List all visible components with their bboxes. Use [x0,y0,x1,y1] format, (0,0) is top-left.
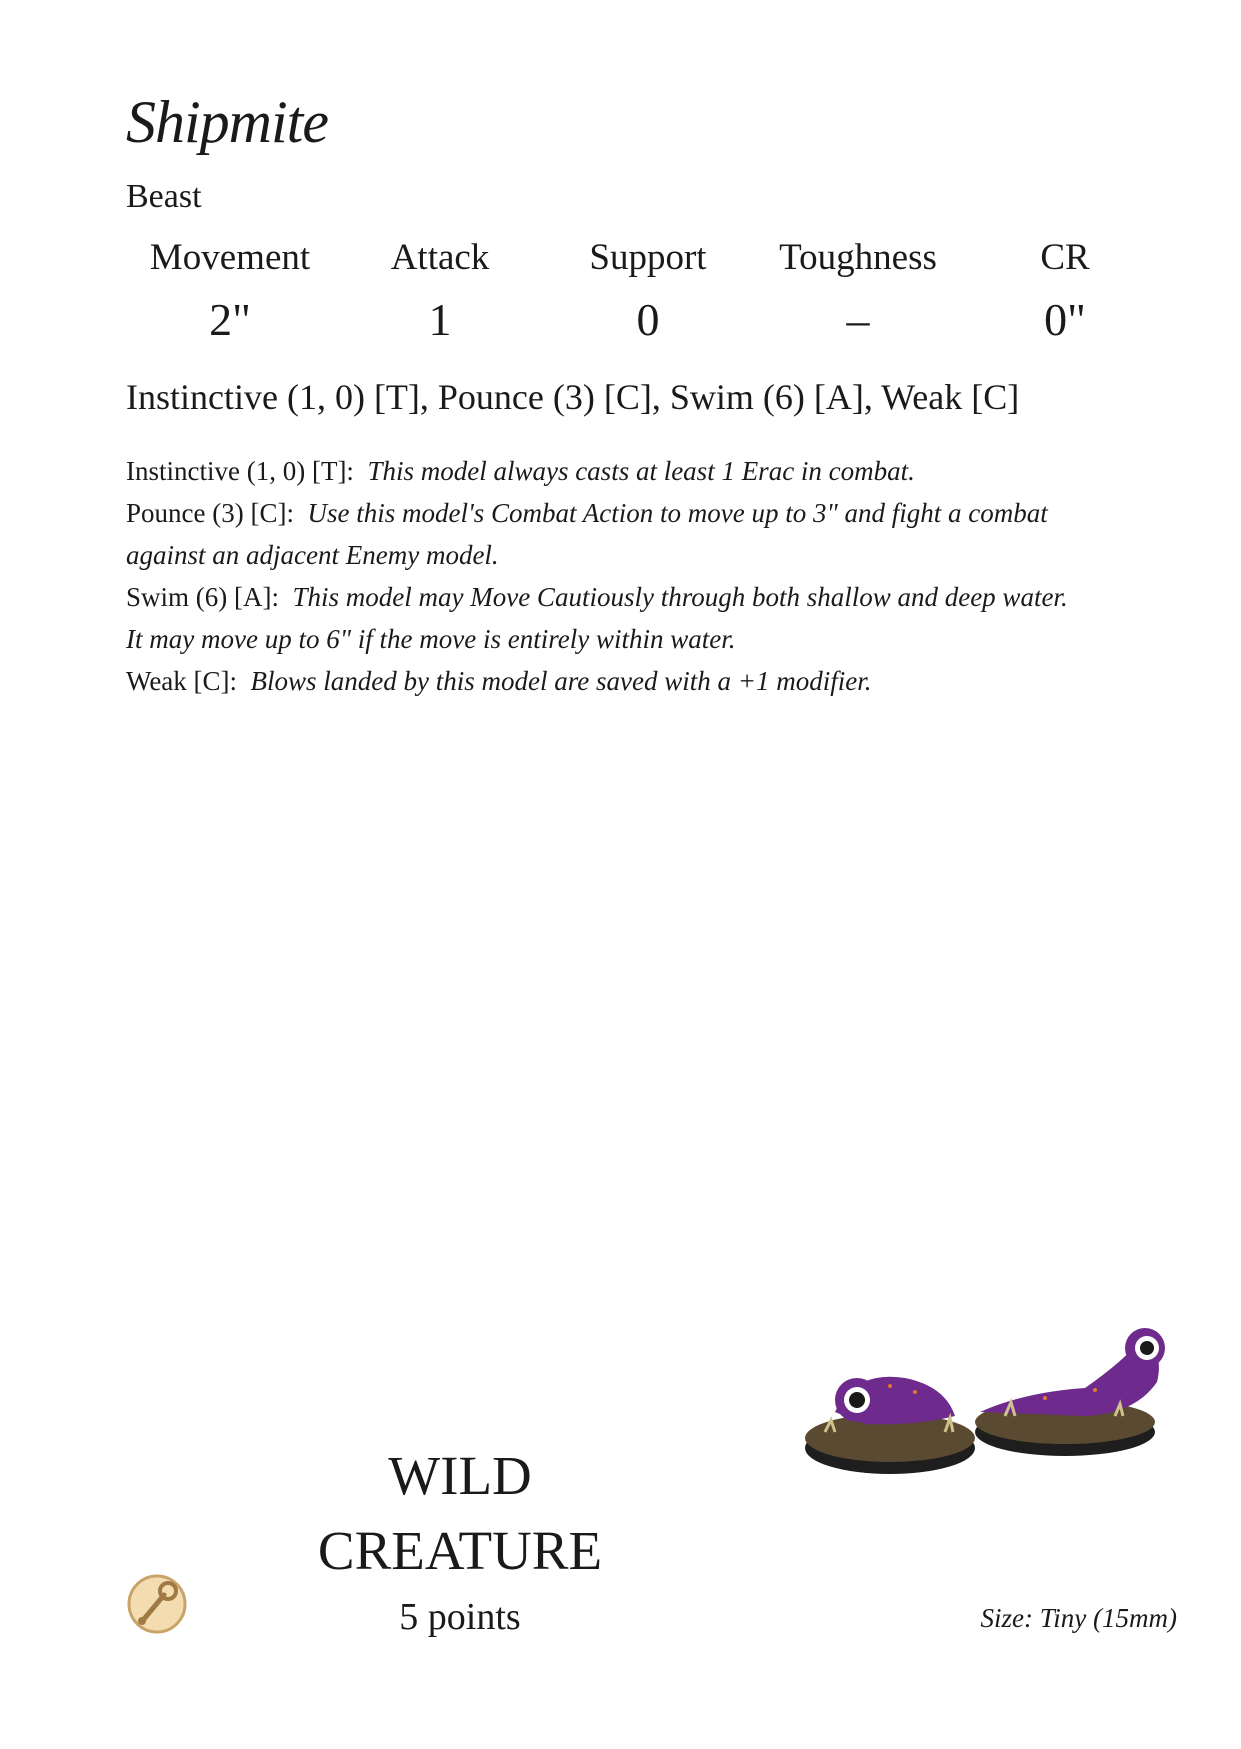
rule-line [126,660,1126,702]
rule-text: Use this model's Combat Action to move up to 3" and fight a combat [307,498,1048,528]
wrench-shield-icon [126,1573,188,1635]
rule-text: against an adjacent Enemy model. [126,540,499,570]
stat-label: Attack [390,237,490,278]
purple-worm-miniature [795,1320,1180,1485]
stat-label: CR [1040,237,1090,278]
points-cost: 5 points [399,1596,521,1638]
stat-label: Movement [149,237,311,278]
rule-text: Blows landed by this model are saved with a +1 modifier. [250,666,872,696]
model-size: Size: Tiny (15mm) [980,1603,1177,1633]
rule-line [126,534,1126,576]
rule-line [126,576,1126,618]
faction-line-1: WILD [388,1445,532,1506]
rule-line [126,450,1126,492]
stat-toughness [748,236,968,346]
card-type: Beast [126,178,202,215]
stat-movement [120,236,340,346]
rule-name: Weak [C]: [126,666,238,696]
stat-label: Toughness [779,237,937,278]
faction-name [265,1438,655,1588]
rule-line [126,618,1126,660]
rule-name: Instinctive (1, 0) [T]: [126,456,354,486]
faction-line-2: CREATURE [317,1520,603,1581]
rule-name: Pounce (3) [C]: [126,498,294,528]
abilities-summary: Instinctive (1, 0) [T], Pounce (3) [C], Swim (6) [A], Weak [C] [126,377,1020,417]
rules-text [126,450,1126,702]
stat-attack [330,236,550,346]
rule-text: It may move up to 6" if the move is entirely within water. [126,624,736,654]
rule-name: Swim (6) [A]: [126,582,279,612]
stat-value: – [846,294,870,345]
stat-value: 0 [636,294,660,345]
rule-text: This model always casts at least 1 Erac in combat. [367,456,915,486]
stat-label: Support [589,237,707,278]
rule-text: This model may Move Cautiously through both shallow and deep water. [292,582,1068,612]
card-title: Shipmite [126,89,328,155]
stat-value: 1 [428,294,452,345]
stat-cr [955,236,1175,346]
stat-value: 2" [209,294,251,345]
rule-line [126,492,1126,534]
stat-value: 0" [1044,294,1086,345]
stat-support [538,236,758,346]
